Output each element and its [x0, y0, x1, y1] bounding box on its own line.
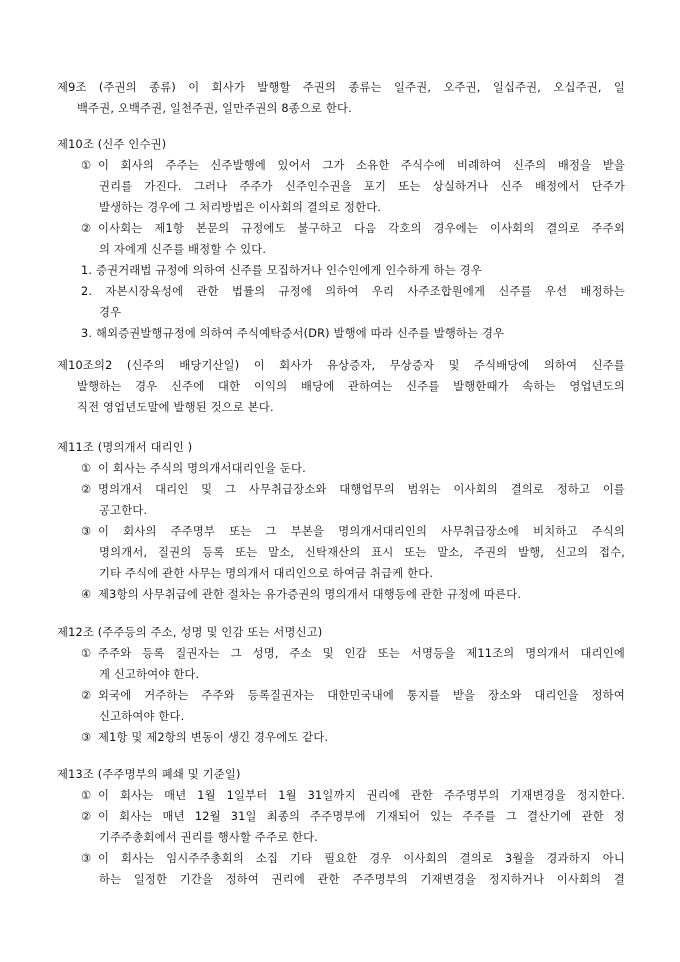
paragraph-text: 외국에 거주하는 주주와 등록질권자는 대한민국내에 통지를 받을 장소와 대리인을 정하여	[98, 689, 625, 702]
article-9	[57, 77, 625, 119]
article-13	[57, 764, 625, 890]
article-12-para-1-line-1	[57, 643, 625, 664]
article-11-para-3-line-3: 기타 주식에 관한 사무는 명의개서 대리인으로 하여금 취급케 한다.	[99, 567, 434, 580]
article-10-item-1: 1. 증권거래법 규정에 의하여 신주를 모집하거나 인수인에게 인수하게 하는 경우	[81, 264, 482, 277]
article-13-para-1	[57, 785, 625, 806]
article-9-line-1: 제9조 (주권의 종류) 이 회사가 발행할 주권의 종류는 일주권, 오주권, 일십주권, 오십주권, 일	[57, 81, 625, 94]
article-11-title: 제11조 (명의개서 대리인 )	[57, 441, 193, 454]
paragraph-mark: ③	[81, 731, 92, 744]
paragraph-text: 이 회사의 주주명부 또는 그 부본을 명의개서대리인의 사무취급장소에 비치하고 주식의	[98, 525, 625, 538]
paragraph-text: 주주와 등록 질권자는 그 성명, 주소 및 인감 또는 서명등을 제11조의 명의개서 대리인에	[98, 647, 625, 660]
article-10-2-line-2: 발행하는 경우 신주에 대한 이익의 배당에 관하여는 신주를 발행한때가 속하는 영업년도의	[77, 380, 625, 393]
paragraph-mark: ②	[81, 689, 92, 702]
paragraph-text: 이사회는 제1항 본문의 규정에도 불구하고 다음 각호의 경우에는 이사회의 결의로 주주외	[98, 222, 625, 235]
article-12-para-2-line-1	[57, 685, 625, 706]
article-10-item-2-line-2: 경우	[99, 306, 122, 319]
paragraph-text: 이 회사는 임시주주총회의 소집 기타 필요한 경우 이사회의 결의로 3월을 경과하지 아니	[98, 852, 625, 865]
paragraph-mark: ①	[81, 159, 92, 172]
article-13-para-2-line-2: 기주주총회에서 권리를 행사할 주주로 한다.	[99, 831, 318, 844]
paragraph-mark: ③	[81, 852, 92, 865]
paragraph-mark: ①	[81, 647, 92, 660]
paragraph-mark: ②	[81, 483, 92, 496]
paragraph-text: 제1항 및 제2항의 변동이 생긴 경우에도 같다.	[98, 731, 329, 744]
article-11-para-2-line-2: 공고한다.	[99, 504, 148, 517]
article-10-para-1-line-2: 권리를 가진다. 그러나 주주가 신주인수권을 포기 또는 상실하거나 신주 배정에서 단주가	[99, 180, 625, 193]
article-13-title: 제13조 (주주명부의 폐쇄 및 기준일)	[57, 768, 241, 781]
article-10-2	[57, 355, 625, 418]
paragraph-mark: ④	[81, 588, 92, 601]
article-13-para-3-line-1	[57, 848, 625, 869]
paragraph-mark: ②	[81, 222, 92, 235]
article-11-para-4	[57, 584, 625, 605]
paragraph-mark: ①	[81, 462, 92, 475]
paragraph-text: 이 회사의 주주는 신주발행에 있어서 그가 소유한 주식수에 비례하여 신주의 배정을 받을	[98, 159, 625, 172]
article-10-para-1-line-3: 발생하는 경우에 그 처리방법은 이사회의 결의로 정한다.	[99, 201, 382, 214]
article-12-para-3	[57, 727, 625, 748]
article-10-2-line-1: 제10조의2 (신주의 배당기산일) 이 회사가 유상증자, 무상증자 및 주식배당에 의하여 신주를	[57, 359, 625, 372]
article-10	[57, 134, 625, 344]
paragraph-mark: ②	[81, 810, 92, 823]
article-9-line-2: 백주권, 오백주권, 일천주권, 일만주권의 8종으로 한다.	[77, 102, 352, 115]
article-10-para-1-line-1	[57, 155, 625, 176]
article-12-para-2-line-2: 신고하여야 한다.	[99, 710, 185, 723]
article-11-para-1	[57, 458, 625, 479]
article-12-para-1-line-2: 게 신고하여야 한다.	[99, 668, 200, 681]
article-10-para-2-line-2: 의 자에게 신주를 배정할 수 있다.	[99, 243, 267, 256]
paragraph-text: 명의개서 대리인 및 그 사무취급장소와 대행업무의 범위는 이사회의 결의로 정하고 이를	[98, 483, 625, 496]
article-11	[57, 437, 625, 605]
paragraph-mark: ①	[81, 789, 92, 802]
article-10-item-2-line-1: 2. 자본시장육성에 관한 법률의 규정에 의하여 우리 사주조합원에게 신주를 우선 배정하는	[81, 285, 625, 298]
paragraph-text: 이 회사는 매년 1월 1일부터 1월 31일까지 권리에 관한 주주명부의 기재변경을 정지한다.	[98, 789, 625, 802]
article-10-title: 제10조 (신주 인수권)	[57, 138, 167, 151]
article-10-2-line-3: 직전 영업년도말에 발행된 것으로 본다.	[77, 401, 274, 414]
article-11-para-2-line-1	[57, 479, 625, 500]
article-10-para-2-line-1	[57, 218, 625, 239]
article-13-para-3-line-2: 하는 일정한 기간을 정하여 권리에 관한 주주명부의 기재변경을 정지하거나 이사회의 결	[99, 873, 625, 886]
paragraph-text: 이 회사는 매년 12월 31일 최종의 주주명부에 기재되어 있는 주주를 그 결산기에 관한 정	[98, 810, 625, 823]
article-12-title: 제12조 (주주등의 주소, 성명 및 인감 또는 서명신고)	[57, 626, 323, 639]
paragraph-mark: ③	[81, 525, 92, 538]
article-10-item-3: 3. 해외증권발행규정에 의하여 주식예탁증서(DR) 발행에 따라 신주를 발행하는 경우	[81, 327, 505, 340]
paragraph-text: 제3항의 사무취급에 관한 절차는 유가증권의 명의개서 대행등에 관한 규정에 따른다.	[98, 588, 522, 601]
article-13-para-2-line-1	[57, 806, 625, 827]
article-12	[57, 622, 625, 748]
article-11-para-3-line-1	[57, 521, 625, 542]
article-11-para-3-line-2: 명의개서, 질권의 등록 또는 말소, 신탁재산의 표시 또는 말소, 주권의 발행, 신고의 접수,	[99, 546, 625, 559]
paragraph-text: 이 회사는 주식의 명의개서대리인을 둔다.	[98, 462, 306, 475]
